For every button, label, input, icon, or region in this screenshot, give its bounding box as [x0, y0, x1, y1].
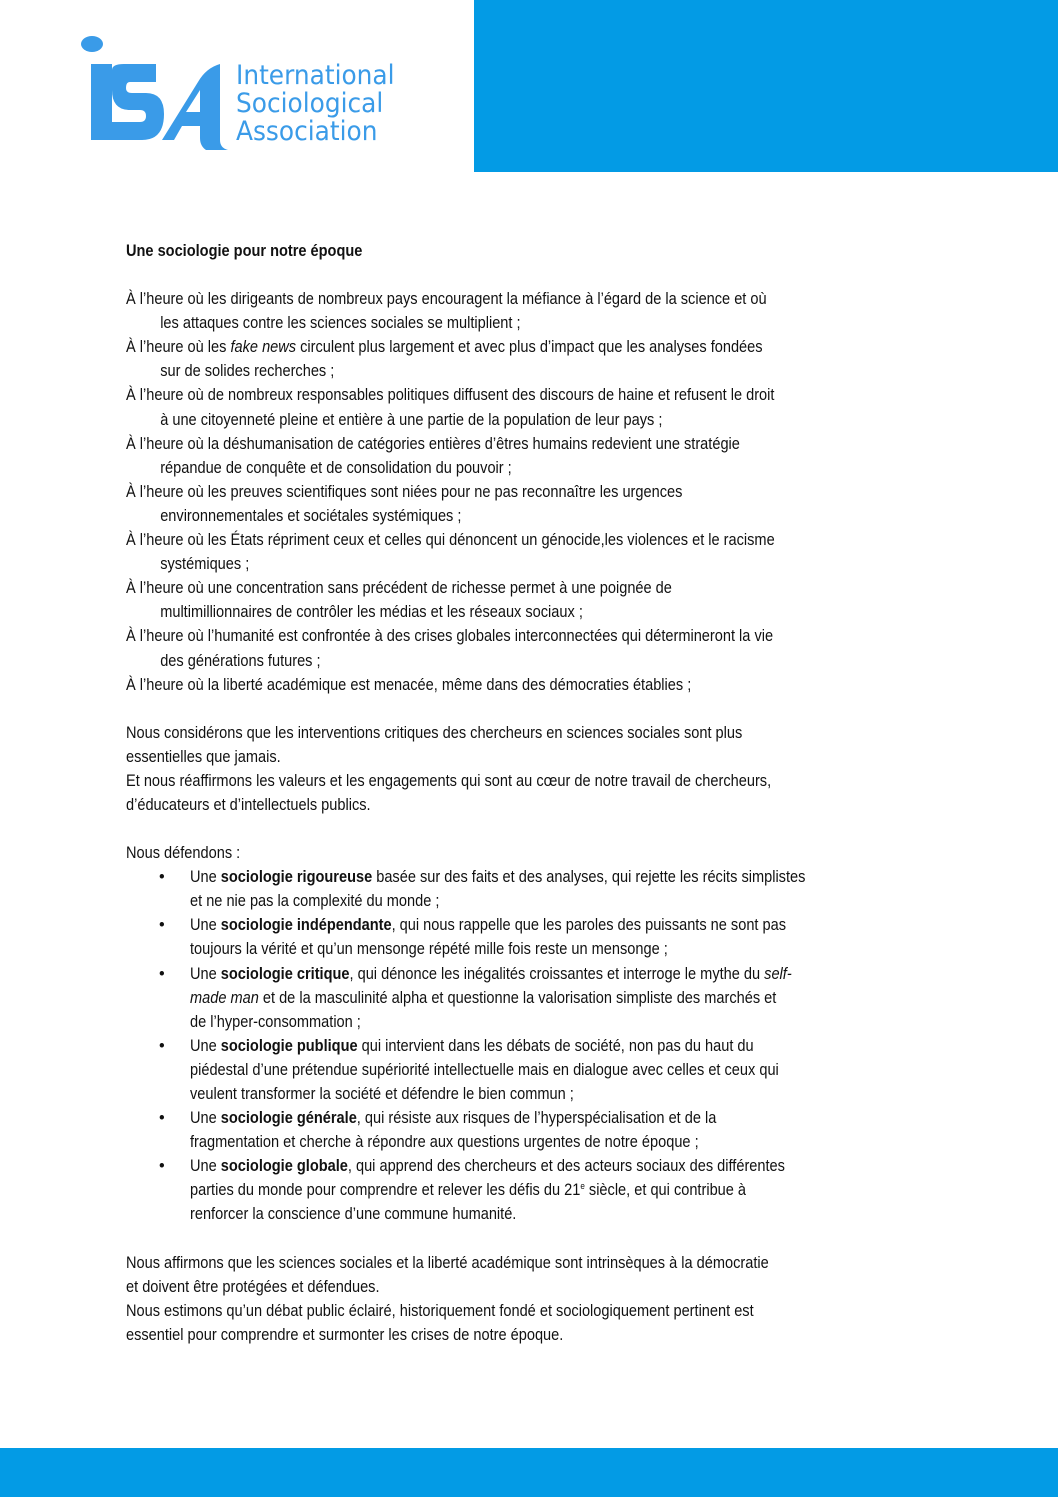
intro-item-continuation: les attaques contre les sciences sociales se multiplient ;	[160, 314, 521, 333]
bold-term: sociologie publique	[220, 1036, 358, 1055]
paragraph-line: Et nous réaffirmons les valeurs et les engagements qui sont au cœur de notre travail de chercheurs,	[126, 771, 772, 790]
isa-logo	[78, 30, 458, 155]
spacer	[126, 1227, 936, 1251]
list-item	[126, 962, 936, 1034]
text-span: , qui apprend des chercheurs et des acteurs sociaux des différentes	[347, 1157, 785, 1176]
emphasis-text: self-	[764, 964, 792, 983]
list-item-line: fragmentation et cherche à répondre aux questions urgentes de notre époque ;	[190, 1133, 699, 1152]
text-span: qui intervient dans les débats de société, non pas du haut du	[357, 1036, 754, 1055]
logo-line: Sociological	[236, 88, 384, 119]
bold-term: sociologie critique	[220, 964, 350, 983]
intro-item-continuation: environnementales et sociétales systémiques ;	[160, 506, 462, 525]
paragraph-line: Nous considérons que les interventions critiques des chercheurs en sciences sociales sont plus	[126, 723, 743, 742]
intro-list	[126, 287, 936, 697]
list-item	[126, 1106, 936, 1154]
list-item-line	[190, 865, 861, 889]
closing-paragraph	[126, 1251, 936, 1347]
text-span: Une	[190, 1036, 221, 1055]
list-item-line: veulent transformer la société et défendre le bien commun ;	[190, 1085, 574, 1103]
intro-item-line: À l’heure où la déshumanisation de catégories entières d’êtres humains redevient une stratégie	[126, 434, 740, 453]
spacer	[126, 817, 936, 841]
bullet-icon: •	[159, 964, 165, 983]
document-title: Une sociologie pour notre époque	[126, 242, 363, 260]
list-item	[126, 865, 936, 913]
bold-term: sociologie générale	[220, 1109, 357, 1128]
text-span: Une	[190, 1109, 221, 1128]
text-span: basée sur des faits et des analyses, qui rejette les récits simplistes	[372, 868, 806, 887]
text-span: Une	[190, 1157, 221, 1176]
text-span: et de la masculinité alpha et questionne la valorisation simpliste des marchés et	[258, 988, 777, 1007]
paragraph-line: essentielles que jamais.	[126, 747, 281, 766]
list-item	[126, 1154, 936, 1226]
logo-line: Association	[236, 116, 378, 147]
intro-item-continuation: répandue de conquête et de consolidation du pouvoir ;	[160, 458, 512, 477]
text-span: circulent plus largement et avec plus d’impact que les analyses fondées	[296, 338, 763, 357]
list-item-line	[190, 962, 861, 986]
bullet-icon: •	[159, 916, 165, 935]
intro-item-line	[126, 335, 855, 359]
list-item-line	[190, 1178, 861, 1202]
paragraph-line: Nous estimons qu’un débat public éclairé, historiquement fondé et sociologiquement pertinent est	[126, 1301, 754, 1320]
emphasis-text: made man	[190, 988, 259, 1007]
list-item	[126, 1034, 936, 1106]
intro-item-continuation: systémiques ;	[160, 555, 250, 574]
list-item-line: piédestal d’une prétendue supériorité intellectuelle mais en dialogue avec celles et ceux qui	[190, 1060, 779, 1079]
list-item-line	[190, 986, 861, 1010]
header-blue-band	[474, 0, 1058, 172]
isa-logo-mark-icon	[78, 30, 228, 150]
text-span: Une	[190, 868, 221, 887]
text-span: À l’heure où les	[126, 338, 231, 357]
defend-intro: Nous défendons :	[126, 844, 241, 863]
intro-item-line: À l’heure où les États répriment ceux et celles qui dénoncent un génocide,les violences et le racisme	[126, 531, 775, 550]
bold-term: sociologie globale	[220, 1157, 348, 1176]
text-span: siècle, et qui contribue à	[584, 1181, 747, 1200]
list-item-line	[190, 913, 861, 937]
paragraph-considerons	[126, 721, 936, 817]
bullet-icon: •	[159, 1109, 165, 1128]
list-item-line: et ne nie pas la complexité du monde ;	[190, 892, 440, 911]
paragraph-line: Nous affirmons que les sciences sociales et la liberté académique sont intrinsèques à la démocratie	[126, 1253, 769, 1272]
intro-item-continuation: sur de solides recherches ;	[160, 362, 335, 381]
paragraph-line: et doivent être protégées et défendues.	[126, 1277, 380, 1296]
text-span: Une	[190, 964, 221, 983]
footer-blue-band	[0, 1448, 1058, 1497]
intro-item-line: À l’heure où les dirigeants de nombreux pays encouragent la méfiance à l’égard de la science et où	[126, 290, 767, 309]
intro-item-line: À l’heure où la liberté académique est menacée, même dans des démocraties établies ;	[126, 675, 692, 694]
intro-item-continuation: des générations futures ;	[160, 651, 321, 670]
bullet-icon: •	[159, 1036, 165, 1055]
text-span: , qui résiste aux risques de l’hyperspécialisation et de la	[356, 1109, 717, 1128]
logo-wordmark	[236, 62, 408, 146]
superscript: e	[580, 1181, 585, 1192]
logo-line: International	[236, 60, 395, 91]
paragraph-line: essentiel pour comprendre et surmonter les crises de notre époque.	[126, 1325, 564, 1344]
bold-term: sociologie rigoureuse	[220, 868, 373, 887]
intro-item-line: À l’heure où les preuves scientifiques sont niées pour ne pas reconnaître les urgences	[126, 482, 683, 501]
intro-item-line: À l’heure où une concentration sans précédent de richesse permet à une poignée de	[126, 579, 672, 598]
list-item-line: de l’hyper-consommation ;	[190, 1012, 361, 1031]
intro-item-line: À l’heure où l’humanité est confrontée à des crises globales interconnectées qui détermineront la vie	[126, 627, 774, 646]
paragraph-line: d’éducateurs et d’intellectuels publics.	[126, 795, 371, 814]
bold-term: sociologie indépendante	[220, 916, 392, 935]
values-list	[126, 865, 936, 1226]
text-span: , qui nous rappelle que les paroles des puissants ne sont pas	[391, 916, 787, 935]
bullet-icon: •	[159, 868, 165, 887]
list-item-line	[190, 1106, 861, 1130]
text-span: Une	[190, 916, 221, 935]
intro-item-line: À l’heure où de nombreux responsables politiques diffusent des discours de haine et refusent le droit	[126, 386, 775, 405]
list-item-line	[190, 1034, 861, 1058]
intro-item-continuation: à une citoyenneté pleine et entière à une partie de la population de leur pays ;	[160, 410, 663, 429]
list-item	[126, 913, 936, 961]
bullet-icon: •	[159, 1157, 165, 1176]
intro-item-continuation: multimillionnaires de contrôler les médias et les réseaux sociaux ;	[160, 603, 583, 622]
list-item-line: toujours la vérité et qu’un mensonge répété mille fois reste un mensonge ;	[190, 940, 668, 959]
document-body	[126, 239, 936, 1347]
spacer	[126, 697, 936, 721]
text-span: , qui dénonce les inégalités croissantes et interroge le mythe du	[349, 964, 765, 983]
list-item-line	[190, 1154, 861, 1178]
text-span: parties du monde pour comprendre et relever les défis du 21	[190, 1181, 581, 1200]
list-item-line: renforcer la conscience d’une commune humanité.	[190, 1205, 517, 1224]
emphasis-text: fake news	[230, 338, 297, 357]
